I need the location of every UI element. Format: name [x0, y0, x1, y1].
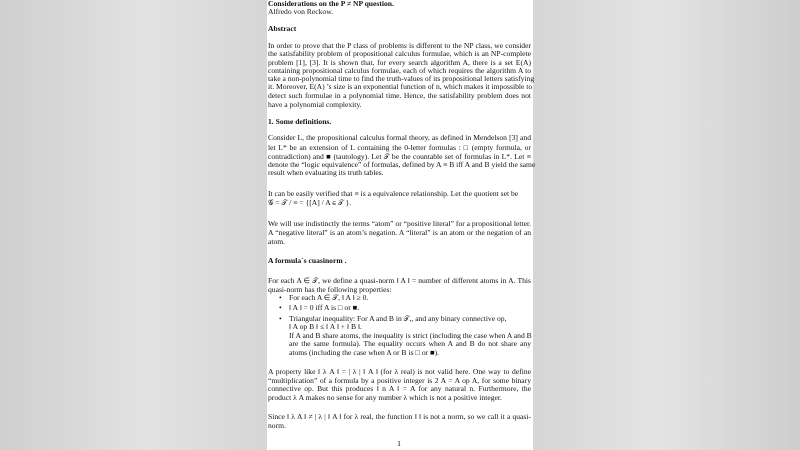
- list-item: Triangular inequality: For A and B in 𝒯,, and any binary connective op,: [289, 314, 507, 323]
- text-line: A “negative literal” is an atom’s negation. A “literal” is an atom or the negation of an: [268, 228, 531, 237]
- text-line: ‖ A op B ‖ ≤ ‖ A ‖ + ‖ B ‖.: [289, 322, 362, 331]
- text-line: In order to prove that the P class of problems is different to the NP class, we consider: [268, 41, 531, 50]
- text-line: containing propositional calculus formulae, each of which requires the algorithm A to: [268, 66, 531, 75]
- text-line: atoms (including the case when A or B is □ or ■).: [289, 348, 440, 357]
- text-line: “multiplication” of a formula by a positive integer is 2 A = A op A, for some binary: [268, 376, 531, 385]
- section-heading: A formula´s cuasinorm .: [268, 256, 347, 265]
- text-line: denote the “logic equivalence” of formulas, defined by A ≡ B iff A and B yield the same: [268, 160, 536, 169]
- document-title: Considerations on the P ≠ NP question.: [268, 0, 394, 8]
- document-author: Alfredo von Reckow.: [268, 7, 334, 16]
- text-line: Consider L, the propositional calculus formal theory, as defined in Mendelson [3] and: [268, 133, 531, 142]
- text-line: 𝒢 = 𝒯 / ≡ = {[A] / A ∈ 𝒯 }.: [268, 198, 352, 207]
- bullet-icon: •: [279, 314, 282, 323]
- text-line: problem [1], [3]. It is shown that, for every search algorithm A, there is a set E(A): [268, 58, 531, 67]
- text-line: It can be easily verified that ≡ is a equivalence relationship. Let the quotient set be: [268, 189, 519, 198]
- text-line: Since ‖ λ A ‖ ≠ | λ | ‖ A ‖ for λ real, the function ‖ ‖ is not a norm, so we call it a quasi-: [268, 412, 531, 421]
- text-line: A property like ‖ λ A ‖ = | λ | ‖ A ‖ (for λ real) is not valid here. One way to define: [268, 367, 531, 376]
- text-line: norm.: [268, 421, 286, 430]
- text-line: For each A ∈ 𝒯, we define a quasi-norm ‖ A ‖ = number of different atoms in A. This: [268, 276, 531, 285]
- text-line: have a polynomial complexity.: [268, 100, 362, 109]
- list-item: ‖ A ‖ = 0 iff A is □ or ■.: [289, 303, 360, 312]
- section-heading: 1. Some definitions.: [268, 117, 332, 126]
- text-line: result when evaluating its truth tables.: [268, 168, 384, 177]
- page-number: 1: [397, 439, 401, 448]
- text-line: connective op. But this produces ‖ n A ‖ = A for any natural n. Furthermore, the: [268, 384, 531, 393]
- text-line: detect such formulae in a polynomial time. Hence, the satisfability problem does not: [268, 91, 531, 100]
- list-item: For each A ∈ 𝒯, ‖ A ‖ ≥ 0.: [289, 293, 369, 302]
- bullet-icon: •: [279, 303, 282, 312]
- text-line: it. Moreover, E(A) ’s size is an exponential function of n, which makes it impossible to: [268, 82, 533, 91]
- text-line: are the same formula). The equality occurs when A and B do not share any: [289, 339, 531, 348]
- text-line: product λ A makes no sense for any number λ which is not a positive integer.: [268, 393, 502, 402]
- document-page: [267, 0, 536, 450]
- text-line: the satisfability problem of propositional calculus formulae, which is an NP-complete: [268, 49, 531, 58]
- bullet-icon: •: [279, 293, 282, 302]
- text-line: contradiction) and ■ (tautology). Let 𝒯 be the countable set of formulas in L*. Let ≡: [268, 152, 531, 161]
- text-line: let L* be an extension of L containing the 0-letter formulas : □ (empty formula, or: [268, 143, 531, 152]
- text-line: If A and B share atoms, the inequality is strict (including the case when A and B: [289, 331, 532, 340]
- text-line: We will use indistinctly the terms “atom” or “positive literal” for a propositional letter.: [268, 219, 531, 228]
- text-line: atom.: [268, 237, 286, 246]
- text-line: quasi-norm has the following properties:: [268, 285, 392, 294]
- text-line: take a non-polynomial time to find the truth-values of its propositional letters satisfying: [268, 74, 535, 83]
- section-heading: Abstract: [268, 24, 297, 33]
